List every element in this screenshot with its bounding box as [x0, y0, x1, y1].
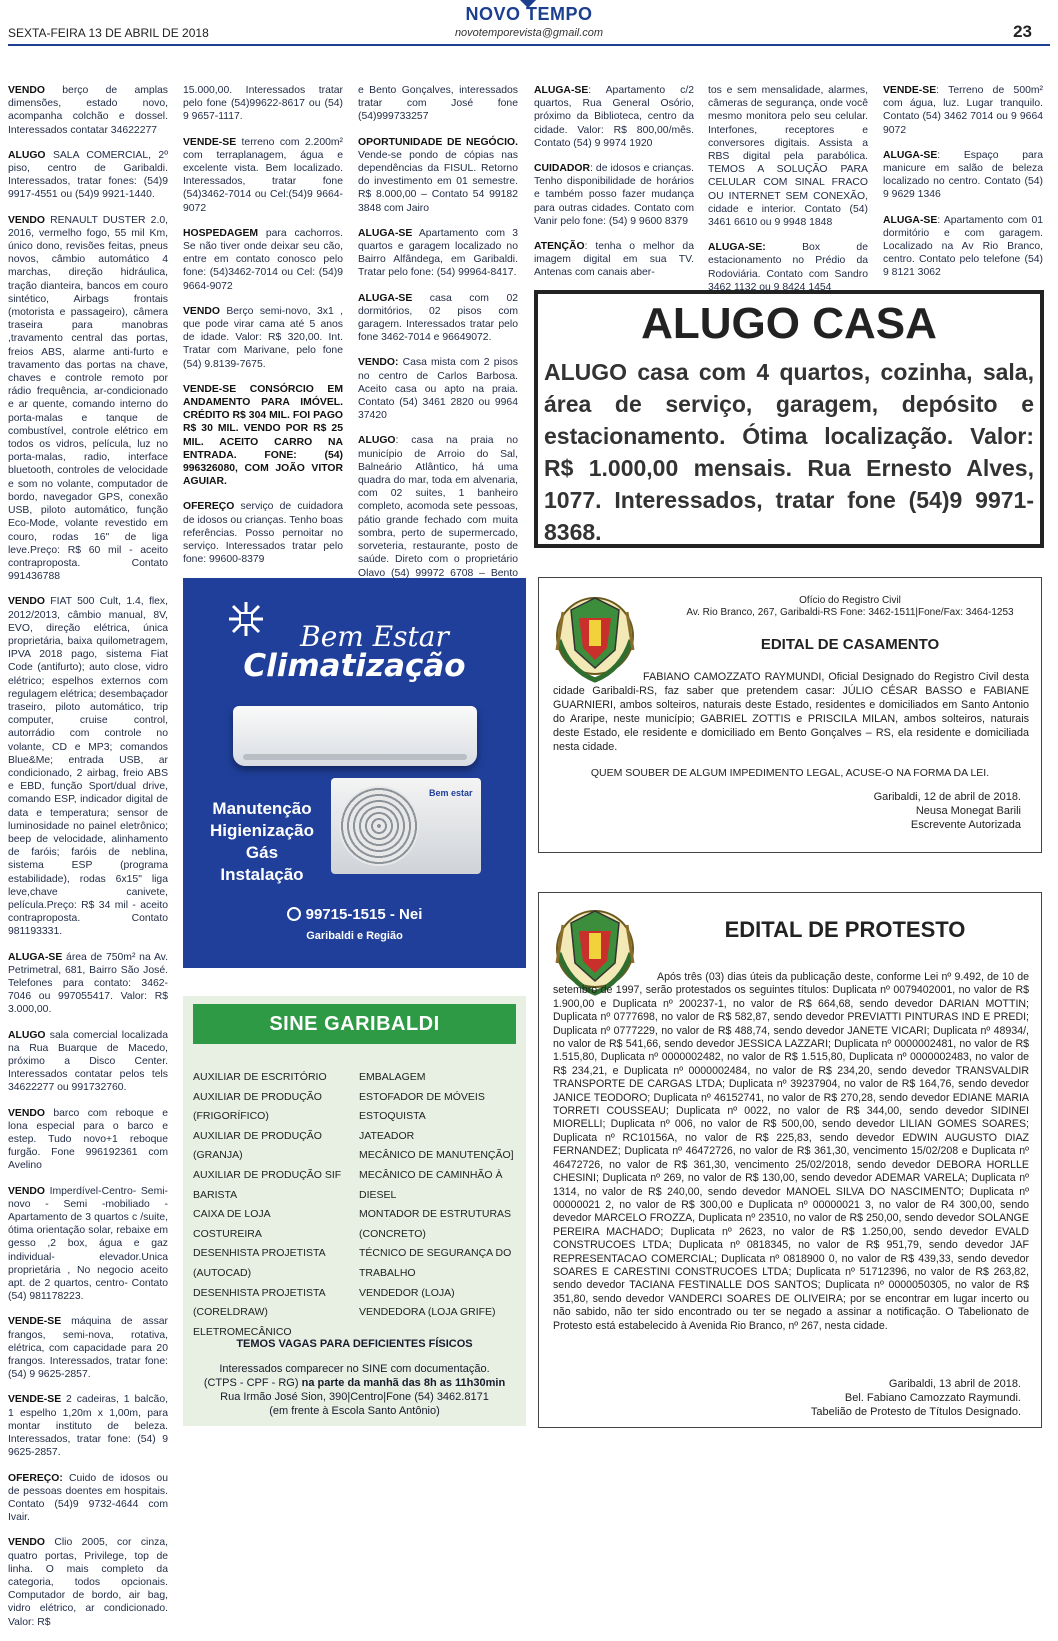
classified-text: FIAT 500 Cult, 1.4, flex, 2012/2013, câmbio manual, 8V, EVO, direção elétrica, única proprietária, baixa quilometragem, IPVA 2018 pago, sistema Fiat Code (antifurto); auto close, vidro elétrico; espelhos externos com regulagem elétrica; desembaçador traseiro, piloto automático, trip computer, cruise control, autorrádio com controle no volante, CD e MP3; comandos Blue&Me; entrada USB, ar condicionado, 2 airbag, freio ABS e EBD, função Sport/dual drive, comando ESP, indicador digital de data e temperatura; sensor de luminosidade no painel eletrônico; beep de velocidade, alinhamento de faróis; faróis de neblina, sistema ESP (programa estabilidade), rodas 6x15" liga leve,chave canivete, película.Preço: R$ 34 mil - aceito contraproposta. Contato 981193331.: [8, 596, 168, 938]
classified-keyword: ALUGO: [8, 1029, 46, 1041]
classified-ad: [8, 214, 168, 584]
job-opening: DESENHISTA PROJETISTA: [193, 1247, 326, 1260]
classified-ad: [8, 951, 168, 1017]
classified-text: : Terreno de 500m² com água, luz. Lugar tranquilo. Contato (54) 3462 7014 ou 9 9664 9072: [883, 85, 1043, 136]
edital-casamento-signer-role: Escrevente Autorizada: [910, 819, 1021, 831]
classified-keyword: OFEREÇO:: [8, 1472, 63, 1484]
classified-keyword: VENDO: [8, 1107, 45, 1119]
classified-text: tos e sem mensalidade, alarmes, câmeras de segurança, onde você mesmo monitora pelo seu celular. Interfones, receptores e conversores digitais. Assista a RBS digital pela parabólica. TEMOS A SOLUÇÃO PARA CELULAR COM SINAL FRACO OU INTERNET SEM CONEXÃO, cidade e interior. Contato (54) 3461 6610 ou 9 9948 1848: [708, 85, 868, 229]
sine-address: Rua Irmão José Sion, 390|Centro|Fone (54) 3462.8171: [220, 1391, 489, 1403]
sine-landmark: (em frente à Escola Santo Antônio): [269, 1405, 440, 1417]
sine-garibaldi-box: [183, 996, 526, 1426]
job-opening: (AUTOCAD): [193, 1266, 252, 1279]
job-opening: MONTADOR DE ESTRUTURAS: [359, 1208, 512, 1221]
ad-phone: [183, 906, 526, 923]
job-opening: COSTUREIRA: [193, 1227, 262, 1240]
classified-keyword: ALUGO: [358, 435, 396, 447]
edital-protesto-body: Após três (03) dias úteis da publicação deste, conforme Lei nº 9.492, de 10 de setembro de 1997, serão protestados os seguintes títulos: Duplicata nº 0079402001, no valor de R$ 1.900,00 e Duplicata nº 200237-1, no valor de R$ 664,68, sendo devedor DARIAN MOTTIN; Duplicata nº 0777698, no valor de R$ 582,87, sendo devedor PREVIATTI PINTURAS IND E PREDI; Duplicata nº 0777229, no valor de R$ 488,74, sendo devedor JANETE VICARI; Duplicata nº 48934/, no valor de R$ 541,66, sendo devedor JESSICA LAZZARI; Duplicata nº 0000002481, no valor de R$ 1.515,80, Duplicata nº 0000002482, no valor de R$ 1.515,80, Duplicata nº 0000002483, no valor de R$ 234,21, e Duplicata nº 0000002484, no valor de R$ 234,20, sendo devedor TRANSVALDIR TRANSPORTE DE CARGAS LTDA; Duplicata nº 39237904, no valor de R$ 164,76, sendo devedor JANICE TEODORO; Duplicata nº 46152741, no valor de R$ 270,28, sendo devedor EDIANE MARIA TORRETI COUSSEAU; Duplicata nº 0022, no valor de R$ 344,00, sendo devedor SIDINEI MIORELLI; Duplicata nº 006, no valor de R$ 500,00, sendo devedor LILIAN GOMES SOARES; Duplicata nº RC10156A, no valor de R$ 225,83, sendo devedor EDWIN AUGUSTO DIAZ FERNANDEZ; Duplicata nº 46472726, no valor de R$ 361,30, vencimento 15/02/208 e Duplicata nº 46472726, no valor de R$ 361,30, vencimento 25/02/2018, sendo devedor DEBORA HORLLE CHESINI; Duplicata nº 269, no valor de R$ 130,00, sendo devedor ADEMAR VARELA; Duplicata nº 1314, no valor de R$ 240,00, sendo devedor MANOEL SILVA DO NASCIMENTO; Duplicata nº 00000021 2, no valor de R$ 300,00 e Duplicata nº 00000021 3, no valor de R4 300,00, sendo devedor MARCELO FROZZA, Duplicata nº 23510, no valor de R$ 250,00, sendo devedor SOLANGE PEREIRA MACHADO; Duplicata nº 2623, no valor de R$ 1.250,00, sendo devedor EVALD CONSTRUCOES LTDA; Duplicata nº 0818345, no valor de R$ 951,79, sendo devedor JAF REPRESENTACAO COMERCIAL; Duplicata nº 0818900 0, no valor de R$ 439,33, sendo devedor SOARES E CARESTINI CONSTRUCOES LTDA; Duplicata nº 51712396, no valor de R$ 263,82, sendo devedor TACIANA FESTINALLE DOS SANTOS; Duplicata nº 0000050305, no valor de R$ 351,80, sendo devedor VANDERCI SOARES DE OLIVEIRA; por se encontrar em lugar incerto ou não sabido, não ter sido encontrado ou ter se negado a assinar a notificação. O Tabelionato de Protesto está estabelecido à Avenida Rio Branco, nº 267, nesta cidade.: [553, 971, 1029, 1332]
classified-text: área de 750m² na Av. Petrimetral, 681, Bairro São José. Telefones para contato: 3462-7046 ou 997055417. Valor: R$ 3.000,00.: [8, 951, 168, 1016]
classified-ad: [358, 434, 518, 592]
classified-keyword: ALUGA-SE: [358, 292, 413, 304]
classified-keyword: VENDO: [183, 305, 220, 317]
classified-text: para cachorros. Se não tiver onde deixar seu cão, entre em contato conosco pelo fone: (54)3462-7014 ou Cel: (54)9 9664-9072: [183, 227, 343, 292]
sine-jobs-left: [193, 1068, 363, 1342]
edital-casamento-warning: QUEM SOUBER DE ALGUM IMPEDIMENTO LEGAL, ACUSE-O NA FORMA DA LEI.: [590, 767, 990, 779]
classified-text: SALA COMERCIAL, 2º piso, centro de Garibaldi. Interessados, tratar fones: (54)9 9917-4551 ou (54)9 9921-1440.: [8, 149, 168, 201]
job-opening: ELETROMECÂNICO: [193, 1325, 292, 1338]
classified-ad: [183, 84, 343, 124]
classified-text: 15.000,00. Interessados tratar pelo fone (54)99622-8617 ou (54) 9 9657-1117.: [183, 85, 343, 123]
edital-protesto-title: EDITAL DE PROTESTO: [724, 917, 966, 942]
service-item: Higienização: [210, 821, 314, 840]
sine-hours: na parte da manhã das 8h as 11h30min: [301, 1377, 506, 1389]
classified-text: máquina de assar frangos, semi-nova, rotativa, elétrica, com capacidade para 20 frangos. Interessados, tratar fone: (54) 9 9625-2857.: [8, 1316, 168, 1381]
classified-ad: [883, 149, 1043, 202]
classified-keyword: ALUGA-SE: [8, 951, 63, 963]
job-opening: AUXILIAR DE PRODUÇÃO SIF: [193, 1168, 342, 1181]
classified-text: Clio 2005, cor cinza, quatro portas, Privilege, top de linha. O mais completo da categoria, todos opcionais. Computador de bordo, air bag, vidro elétrico, ar condicionado. Valor: R$: [8, 1537, 168, 1628]
classifieds-column-4: [534, 84, 694, 292]
classified-text: barco com reboque e lona especial para o barco e estep. Tudo novo+1 reboque furgão. Fone 996192361 com Avelino: [8, 1107, 168, 1172]
edital-casamento-box: [538, 577, 1042, 853]
job-opening: TRABALHO: [359, 1266, 416, 1279]
job-opening: (FRIGORÍFICO): [193, 1110, 269, 1123]
issue-date: SEXTA-FEIRA 13 DE ABRIL DE 2018: [8, 26, 209, 40]
classified-ad: [183, 305, 343, 371]
classified-text: : Apartamento c/2 quartos, Rua General Osório, próximo da Biblioteca, centro da cidade. Valor: R$ 800,00/mês. Contato (54) 9 9974 1920: [534, 85, 694, 149]
service-item: Instalação: [220, 865, 304, 884]
classifieds-column-5: [708, 84, 868, 306]
classified-keyword: OPORTUNIDADE DE NEGÓCIO.: [358, 136, 518, 148]
classified-text: Cuido de idosos ou de pessoas doentes em hospitais. Contato (54)9 9732-4644 com Ivair.: [8, 1472, 168, 1524]
classified-ad: [8, 1107, 168, 1173]
job-opening: (CONCRETO): [359, 1227, 426, 1240]
job-opening: TÉCNICO DE SEGURANÇA DO: [359, 1247, 512, 1260]
classified-keyword: VENDO: [8, 214, 45, 226]
classified-keyword: VENDE-SE: [8, 1316, 62, 1328]
job-opening: VENDEDORA (LOJA GRIFE): [359, 1306, 496, 1319]
job-opening: BARISTA: [193, 1188, 238, 1201]
ad-phone-number: 99715-1515 - Nei: [305, 906, 423, 923]
ad-region: Garibaldi e Região: [306, 930, 403, 942]
classified-ad: [358, 84, 518, 124]
classified-ad: [358, 292, 518, 345]
classified-text: : Espaço para manicure em salão de beleza localizado no centro. Contato (54) 9 9629 1346: [883, 149, 1043, 201]
classified-keyword: VENDE-SE: [183, 136, 237, 148]
classified-ad: [8, 1536, 168, 1628]
edital-casamento-signer: Neusa Monegat Barili: [915, 805, 1021, 817]
classified-text: terreno com 2.200m² com terraplanagem, água e excelente vista. Bem localizado. Interessados, tratar fone (54)3462-7014 ou Cel:(54)9 9664-9072: [183, 136, 343, 214]
classified-keyword: CUIDADOR: [534, 163, 590, 175]
bem-estar-ad: [183, 578, 526, 968]
page-number: 23: [1013, 22, 1032, 41]
job-opening: CAIXA DE LOJA: [193, 1208, 271, 1221]
classified-keyword: ALUGA-SE:: [708, 242, 766, 254]
classified-ad: [358, 136, 518, 215]
classified-ad: [8, 595, 168, 938]
classified-keyword: ALUGO: [8, 149, 46, 161]
classified-keyword: VENDO: [8, 1185, 45, 1197]
job-opening: ESTOQUISTA: [359, 1110, 426, 1123]
job-opening: EMBALAGEM: [359, 1071, 426, 1083]
sine-docs: (CTPS - CPF - RG): [203, 1377, 302, 1389]
classifieds-column-1: [8, 84, 168, 1641]
classified-text: RENAULT DUSTER 2.0, 2016, vermelho fogo, 55 mil Km, único dono, revisões feitas, pneus novos, câmbio automático 4 marchas, direção hidráulica, tração dianteira, bancos em couro sintético, Airbags frontais (motorista e passageiro), câmera traseira para manobras ,travamento central das portas, freios ABS, alarme anti-furto e travamento das portas na chave, chaves e controle remoto por rádio frequência, ar-condicionado e ar quente, comando interno do porta-malas e tanque de combustível, controle elétrico em todos os vidros, película, luz no porta-malas, radio, interface bluetooth, controles de velocidade e som no volante, computador de bordo, navegador GPS, conexão USB, piloto automático, função Eco-Mode, volante revestido em couro, rodas 16" de liga leve.Preço: R$ 60 mil - aceito contraproposta. Contato 991436788: [8, 214, 168, 583]
job-opening: AUXILIAR DE PRODUÇÃO (GRANJA): [193, 1129, 322, 1162]
sine-info-line: [183, 1376, 526, 1390]
sine-info: [183, 1362, 526, 1418]
classified-ad: [708, 84, 868, 229]
classified-ad: [708, 241, 868, 294]
outdoor-unit-brand: Bem estar: [429, 788, 473, 798]
classified-ad: [534, 162, 694, 228]
job-opening: (CORELDRAW): [193, 1306, 268, 1319]
classified-keyword: VENDE-SE CONSÓRCIO EM ANDAMENTO PARA IMÓVEL. CRÉDITO R$ 304 MIL. FOI PAGO R$ 30 MIL. VENDO POR R$ 25 MIL. ACEITO CARRO NA ENTRADA. FONE: (54) 996326080, COM JOÃO VITOR AGUIAR.: [183, 383, 343, 488]
job-opening: VENDEDOR (LOJA): [359, 1286, 455, 1299]
classifieds-column-6: [883, 84, 1043, 292]
classified-keyword: ATENÇÃO: [534, 241, 585, 253]
classified-ad: [8, 149, 168, 202]
classified-text: Berço semi-novo, 3x1 , que pode virar cama até 5 anos de idade. Valor: R$ 320,00. Int. Tratar com Marivane, pelo fone (54) 9.8139-7675.: [183, 305, 343, 370]
classified-keyword: ALUGA-SE: [883, 149, 938, 161]
classified-text: sala comercial localizada na Rua Buarque de Macedo, próximo a Disco Center. Interessados contatar pelos tels 34622277 ou 991732760.: [8, 1029, 168, 1094]
classified-text: serviço de cuidadora de idosos ou crianças. Tenho boas referências. Posso pernoitar no serviço. Interessados tratar pelo fone: 99600-8379: [183, 501, 343, 566]
classified-text: Casa mista com 2 pisos no centro de Carlos Barbosa. Aceito casa ou apto na praia. Contato (54) 3461 2820 ou 9964 37420: [358, 357, 518, 422]
edital-casamento-date: Garibaldi, 12 de abril de 2018.: [873, 791, 1021, 803]
office-name: Ofício do Registro Civil: [799, 595, 901, 606]
job-opening: DIESEL: [359, 1188, 397, 1201]
classified-ad: [883, 84, 1043, 137]
classified-text: Apartamento com 3 quartos e garagem localizado no Bairro Alfândega, em Garibaldi. Tratar pelo fone: (54) 99964-8417.: [358, 227, 518, 279]
job-opening: MECÂNICO DE CAMINHÃO À: [359, 1168, 503, 1181]
classified-text: : tenha o melhor da imagem digital em sua TV. Antenas com canais aber-: [534, 241, 694, 279]
classified-text: 2 cadeiras, 1 balcão, 1 espelho 1,20m x 1,00m, para montar instituto de beleza. Interessados, tratar fone: (54) 9 9625-2857.: [8, 1394, 168, 1459]
header-rule: [8, 44, 1050, 46]
classified-text: : Apartamento com 01 dormitório e com garagem. Localizado na Av Rio Branco, centro. Contato pelo telefone (54) 9 8121 3062: [883, 214, 1043, 279]
alugo-casa-title: ALUGO CASA: [641, 299, 937, 348]
classified-text: berço de amplas dimensões, estado novo, acompanha colchão e dossel. Interessados contatar 34622277: [8, 85, 168, 136]
classifieds-column-2: [183, 84, 343, 617]
classified-keyword: VENDO: [8, 1537, 45, 1549]
classified-text: : de idosos e crianças. Tenho disponibilidade de horários e também posso fazer mudança para outras cidades. Contato com Vanir pelo fone: (54) 9 9600 8379: [534, 163, 694, 227]
classified-ad: [8, 1029, 168, 1095]
classified-ad: [8, 84, 168, 137]
classified-ad: [183, 136, 343, 215]
edital-casamento-body: FABIANO CAMOZZATO RAYMUNDI, Oficial Designado do Registro Civil desta cidade Garibaldi-RS, faz saber que pretendem casar: JÚLIO CÉSAR BASSO e FABIANE GUARNIERI, ambos solteiros, naturais deste Estado, residentes e domiciliados em Santo Antonio do Araripe, neste município; GABRIEL ZOTTIS e PRISCILA MILAN, ambos solteiros, naturais deste Estado, ele residente e domiciliado em Bento Gonçalves – RS, ela residente e domiciliada nesta cidade.: [553, 671, 1029, 753]
classified-ad: [8, 1393, 168, 1459]
classified-text: : casa na praia no município de Arroio do Sal, Balneário Atlântico, há uma quadra do mar, toda em alvenaria, com 02 suites, 1 banheiro completo, acomoda sete pessoas, pátio grande fechado com muita sombra, perto de supermercado, sorveteria, restaurante, posto de saúde. Direto com o proprietário Olavo (54) 99972 6708 – Bento: [358, 435, 518, 579]
fan-grille-icon: [339, 786, 419, 866]
classified-keyword: VENDE-SE: [8, 1394, 62, 1406]
page-header: [0, 0, 1058, 48]
classified-ad: [8, 1315, 168, 1381]
sine-info-line: Interessados comparecer no SINE com documentação.: [219, 1363, 490, 1375]
sine-jobs-right: [359, 1068, 524, 1323]
classified-ad: [183, 383, 343, 489]
classified-text: casa com 02 dormitórios, 02 pisos com garagem. Interessados tratar pelo fone 3462-7014 e 96649072.: [358, 292, 518, 344]
sine-vagas-note: TEMOS VAGAS PARA DEFICIENTES FÍSICOS: [236, 1338, 473, 1350]
classified-ad: [358, 356, 518, 422]
classified-keyword: ALUGA-SE: [534, 85, 589, 96]
office-address: Av. Rio Branco, 267, Garibaldi-RS Fone: 3462-1511|Fone/Fax: 3464-1253: [686, 607, 1014, 618]
ad-services: [187, 798, 337, 886]
classified-ad: [534, 240, 694, 280]
ad-brand-subtitle: Climatização: [243, 648, 466, 684]
air-conditioner-vent: [243, 754, 467, 760]
classified-keyword: VENDO: [8, 596, 45, 608]
sine-title: SINE GARIBALDI: [193, 1004, 516, 1044]
classified-text: e Bento Gonçalves, interessados tratar com José fone (54)999733257: [358, 85, 518, 123]
classified-text: Vende-se pondo de cópias nas dependências da FISUL. Retorno do investimento em 01 semestre. R$ 8.000,00 – Contato 54 99182 3848 com Jairo: [358, 149, 518, 214]
classified-keyword: ALUGA-SE: [358, 227, 413, 239]
job-opening: DESENHISTA PROJETISTA: [193, 1286, 326, 1299]
job-opening: AUXILIAR DE ESCRITÓRIO: [193, 1071, 327, 1083]
job-opening: MECÂNICO DE MANUTENÇÃO]: [359, 1149, 514, 1162]
classified-keyword: VENDO:: [358, 357, 399, 369]
ad-brand-name: Bem Estar: [300, 620, 449, 653]
classified-keyword: HOSPEDAGEM: [183, 227, 259, 239]
job-opening: AUXILIAR DE PRODUÇÃO: [193, 1090, 322, 1103]
edital-protesto-box: [538, 892, 1042, 1428]
classifieds-column-3: [358, 84, 518, 605]
classified-keyword: VENDE-SE: [883, 85, 937, 96]
contact-email: novotemporevista@gmail.com: [454, 27, 604, 39]
classified-ad: [8, 1185, 168, 1304]
classified-text: Box de estacionamento no Prédio da Rodoviária. Contato com Sandro 3462 1132 ou 9 8424 1454: [708, 242, 868, 293]
classified-ad: [358, 227, 518, 280]
classified-keyword: OFEREÇO: [183, 501, 235, 513]
edital-protesto-signer-role: Tabelião de Protesto de Títulos Designado.: [810, 1406, 1021, 1418]
alugo-casa-ad: [534, 290, 1044, 548]
newspaper-brand: NOVO TEMPO: [465, 4, 593, 24]
job-opening: ESTOFADOR DE MÓVEIS: [359, 1090, 485, 1103]
alugo-casa-body: ALUGO casa com 4 quartos, cozinha, sala, área de serviço, garagem, depósito e estacionamento. Ótima localização. Valor: R$ 1.000,00 mensais. Rua Ernesto Alves, 1077. Interessados, tratar fone (54)9 9971-8368.: [544, 359, 1034, 545]
classified-keyword: VENDO: [8, 85, 45, 96]
classified-ad: [8, 1472, 168, 1525]
classified-text: Imperdível-Centro- Semi-novo - Semi -mobiliado -Apartamento de 3 quartos c /suite, ótima orientação solar, rebaixe em gesso ,2 box, água e gaz individual- elevador.Unica proprietária , No negocio aceito apt. de 2 quartos, centro- Contato (54) 981178223.: [8, 1185, 168, 1303]
service-item: Manutenção: [212, 799, 312, 818]
edital-protesto-date: Garibaldi, 13 abril de 2018.: [888, 1378, 1021, 1390]
job-opening: JATEADOR: [359, 1129, 415, 1142]
classified-keyword: ALUGA-SE: [883, 214, 938, 226]
classified-ad: [883, 214, 1043, 280]
classified-ad: [183, 227, 343, 293]
classified-ad: [183, 500, 343, 566]
whatsapp-icon: [287, 907, 301, 921]
service-item: Gás: [245, 843, 279, 862]
edital-casamento-title: EDITAL DE CASAMENTO: [760, 636, 940, 653]
classified-ad: [534, 84, 694, 150]
edital-protesto-signer: Bel. Fabiano Camozzato Raymundi.: [844, 1392, 1021, 1404]
